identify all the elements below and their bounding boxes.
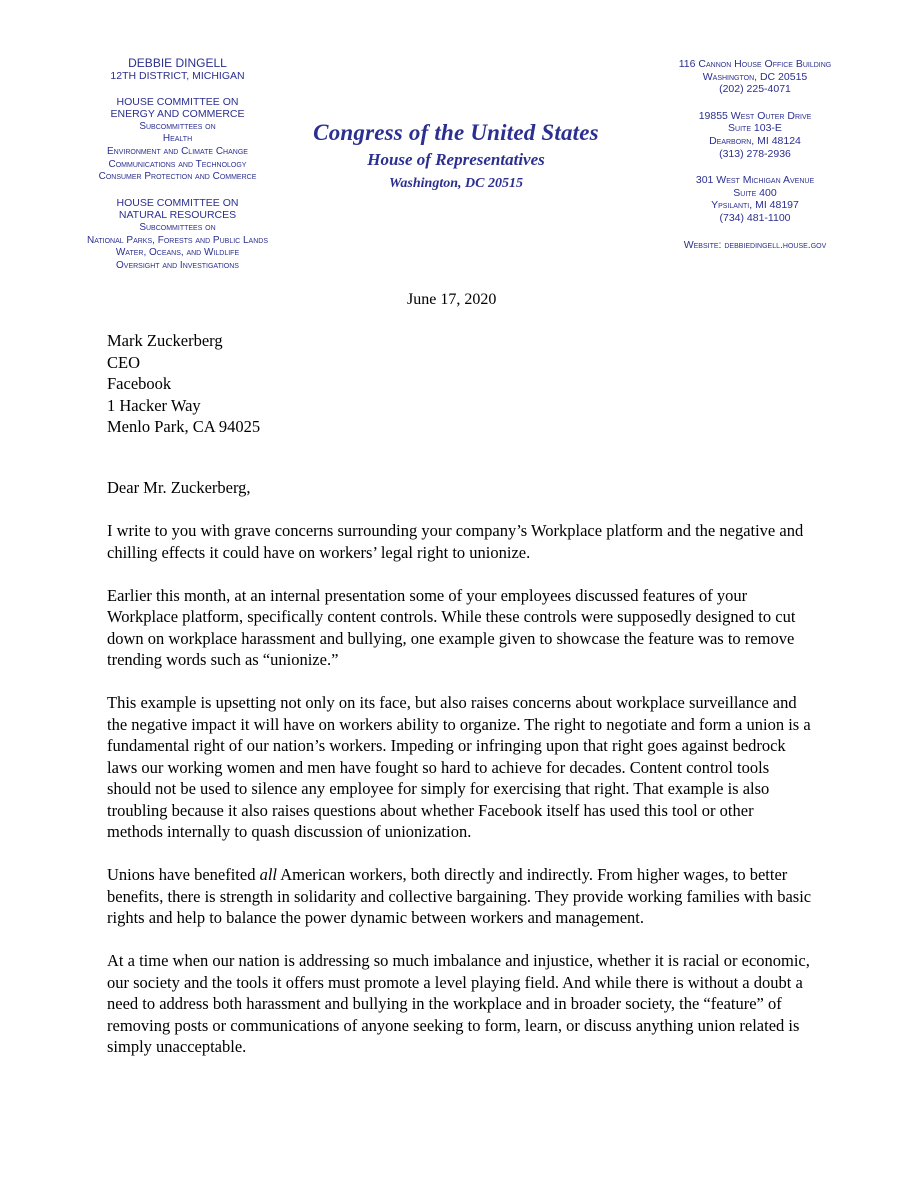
office-phone: (734) 481-1100 <box>719 211 791 224</box>
paragraph-4-emphasis: all <box>259 865 277 884</box>
office-line: Ypsilanti, MI 48197 <box>711 199 799 212</box>
letter-date: June 17, 2020 <box>407 291 497 308</box>
committee-name-line2: NATURAL RESOURCES <box>118 209 237 222</box>
letterhead-title <box>300 118 612 196</box>
house-title: House of Representatives <box>367 150 545 169</box>
office-washington <box>635 58 875 96</box>
paragraph-1: I write to you with grave concerns surrounding your company’s Workplace platform and the negative and chilling effects it could have on workers’ legal right to unionize. <box>107 521 804 562</box>
committee-natural-resources <box>60 197 295 273</box>
subcommittees-label: Subcommittees on <box>139 120 216 132</box>
city-line: Washington, DC 20515 <box>389 176 523 191</box>
office-line: 19855 West Outer Drive <box>698 109 812 122</box>
subcommittee-item: Oversight and Investigations <box>116 259 239 271</box>
paragraph-3: This example is upsetting not only on its face, but also raises concerns about workplace surveillance and the negative impact it will have on workers ability to organize. The right to negotiate and form a union is a fundamental right of our nation’s workers. Impeding or infringing upon that right goes against bedrock laws our working women and men have fought so hard to achieve for decades. Content control tools should not be used to silence any employee for simply for exercising that right. That example is also troubling because it also raises questions about whether Facebook itself has used this tool or other methods internally to quash discussion of unionization. <box>107 693 811 841</box>
paragraph-5: At a time when our nation is addressing so much imbalance and injustice, whether it is racial or economic, our society and the tools it offers must promote a level playing field. And while there is without a doubt a need to address both harassment and bullying in the workplace and in broader society, the “feature” of removing posts or communications of anyone seeking to form, learn, or discuss anything union related is simply unacceptable. <box>107 951 810 1056</box>
letter-body <box>107 477 813 1079</box>
subcommittee-item: Environment and Climate Change <box>107 145 248 157</box>
member-name: DEBBIE DINGELL <box>128 56 227 70</box>
recipient-address <box>107 330 260 438</box>
office-line: 301 West Michigan Avenue <box>695 174 815 187</box>
paragraph-2: Earlier this month, at an internal presentation some of your employees discussed features of your Workplace platform, specifically content controls. While these controls were supposedly designed to cut down on workplace harassment and bullying, one example given to showcase the feature was to remove trending words such as “unionize.” <box>107 585 796 669</box>
office-phone: (313) 278-2936 <box>719 147 791 160</box>
subcommittee-item: Consumer Protection and Commerce <box>98 171 257 183</box>
subcommittee-item: Water, Oceans, and Wildlife <box>115 247 240 259</box>
paragraph-4-end: American workers, both directly and indirectly. From higher wages, to better benefits, there is strength in solidarity and collective bargaining. They provide working families with basic rights and help to balance the power dynamic between workers and management. <box>107 865 812 927</box>
subcommittees-label: Subcommittees on <box>139 221 216 233</box>
paragraph-4 <box>107 864 813 929</box>
salutation: Dear Mr. Zuckerberg, <box>107 478 251 497</box>
recipient-name: Mark Zuckerberg <box>107 331 223 350</box>
congress-title: Congress of the United States <box>313 120 599 145</box>
recipient-company: Facebook <box>107 374 172 393</box>
recipient-street: 1 Hacker Way <box>107 395 201 415</box>
letterhead-offices <box>635 58 875 265</box>
subcommittee-item: National Parks, Forests and Public Lands <box>86 234 269 246</box>
website-link[interactable]: Website: debbiedingell.house.gov <box>683 238 827 251</box>
committee-name-line2: ENERGY AND COMMERCE <box>110 108 245 121</box>
subcommittee-item: Health <box>162 133 193 145</box>
office-ypsilanti <box>635 174 875 224</box>
committee-energy-commerce <box>60 96 295 184</box>
office-line: Washington, DC 20515 <box>702 70 808 83</box>
committee-name-line1: HOUSE COMMITTEE ON <box>116 95 239 108</box>
subcommittee-item: Communications and Technology <box>108 158 247 170</box>
office-line: Suite 103-E <box>728 122 782 135</box>
office-phone: (202) 225-4071 <box>719 83 791 96</box>
letterhead-member-info <box>60 56 295 285</box>
office-line: 116 Cannon House Office Building <box>678 58 832 70</box>
office-line: Suite 400 <box>733 186 777 199</box>
recipient-city: Menlo Park, CA 94025 <box>107 417 261 436</box>
recipient-title: CEO <box>107 352 140 372</box>
member-district: 12TH DISTRICT, MICHIGAN <box>110 70 245 82</box>
office-dearborn <box>635 110 875 160</box>
committee-name-line1: HOUSE COMMITTEE ON <box>116 196 239 209</box>
office-line: Dearborn, MI 48124 <box>709 134 801 147</box>
paragraph-4-start: Unions have benefited <box>107 865 260 884</box>
